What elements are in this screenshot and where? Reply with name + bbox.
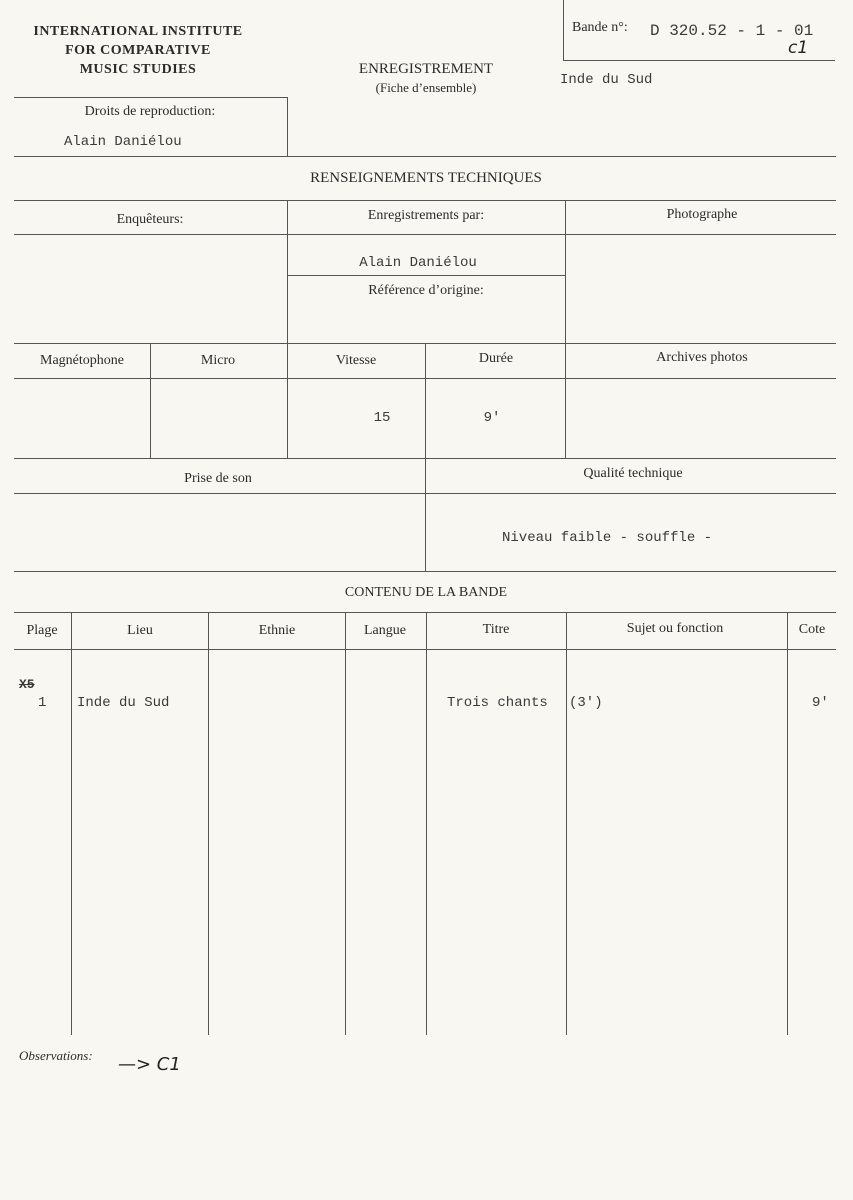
reference-divider xyxy=(287,275,565,276)
micro-label: Micro xyxy=(200,353,236,368)
col-ethnie: Ethnie xyxy=(258,623,296,638)
technique-divider-1 xyxy=(287,200,288,343)
contenu-section-title: CONTENU DE LA BANDE xyxy=(344,585,508,600)
header-bottom-line xyxy=(14,156,836,157)
bande-box-left-border xyxy=(563,0,564,60)
enqueteurs-label: Enquêteurs: xyxy=(116,212,184,227)
technique-top-line xyxy=(14,200,836,201)
institute-line-3: MUSIC STUDIES xyxy=(79,62,197,77)
contenu-divider-3 xyxy=(345,612,346,1035)
row-cote: 9' xyxy=(812,695,829,711)
vitesse-value: 15 xyxy=(373,410,391,426)
observations-label: Observations: xyxy=(19,1048,93,1063)
vitesse-label: Vitesse xyxy=(335,353,377,368)
bande-label: Bande n°: xyxy=(572,20,628,35)
col-langue: Langue xyxy=(364,623,406,638)
contenu-header-line xyxy=(14,649,836,650)
enregistrements-value: Alain Daniélou xyxy=(359,255,477,271)
technique-header-line xyxy=(14,234,836,235)
bande-number: D 320.52 - 1 - 01 xyxy=(650,22,814,40)
duree-value: 9' xyxy=(483,410,501,426)
contenu-divider-6 xyxy=(787,612,788,1035)
contenu-divider-1 xyxy=(71,612,72,1035)
quality-bottom-line xyxy=(14,571,836,572)
qualite-value: Niveau faible - souffle - xyxy=(502,530,713,546)
archives-label: Archives photos xyxy=(656,350,748,365)
row-titre: Trois chants xyxy=(447,695,548,711)
row-crossed-mark: X5 xyxy=(19,677,35,692)
contenu-divider-4 xyxy=(426,612,427,1035)
contenu-divider-2 xyxy=(208,612,209,1035)
equipment-header-line xyxy=(14,378,836,379)
col-sujet: Sujet ou fonction xyxy=(626,621,724,636)
bande-box-bottom-border xyxy=(563,60,835,61)
form-title: ENREGISTREMENT xyxy=(358,61,494,77)
droits-label: Droits de reproduction: xyxy=(84,104,216,119)
observations-value: —> C1 xyxy=(118,1054,181,1075)
photographe-label: Photographe xyxy=(666,207,738,222)
droits-right-border xyxy=(287,97,288,156)
prise-de-son-label: Prise de son xyxy=(184,471,252,486)
bande-handwritten-mark: c1 xyxy=(788,38,809,58)
institute-line-1: INTERNATIONAL INSTITUTE xyxy=(33,24,243,39)
droits-top-border xyxy=(14,97,288,98)
equipment-divider-4 xyxy=(565,343,566,458)
form-subtitle: (Fiche d’ensemble) xyxy=(375,80,477,95)
row-sujet: (3') xyxy=(569,695,603,711)
quality-header-line xyxy=(14,493,836,494)
row-plage: 1 xyxy=(38,695,47,711)
duree-label: Durée xyxy=(478,351,514,366)
reference-label: Référence d’origine: xyxy=(368,283,484,298)
row-lieu: Inde du Sud xyxy=(77,695,170,711)
enregistrements-label: Enregistrements par: xyxy=(367,208,485,223)
qualite-label: Qualité technique xyxy=(583,466,683,481)
quality-divider xyxy=(425,458,426,571)
technique-section-title: RENSEIGNEMENTS TECHNIQUES xyxy=(310,170,542,186)
col-lieu: Lieu xyxy=(127,623,153,638)
col-cote: Cote xyxy=(798,622,826,637)
magnetophone-label: Magnétophone xyxy=(40,353,124,368)
col-titre: Titre xyxy=(482,622,510,637)
col-plage: Plage xyxy=(26,623,58,638)
institute-line-2: FOR COMPARATIVE xyxy=(65,43,211,58)
region-value: Inde du Sud xyxy=(560,72,653,88)
institute-name xyxy=(14,22,262,79)
equipment-divider-1 xyxy=(150,343,151,458)
contenu-top-line xyxy=(14,612,836,613)
technique-divider-2 xyxy=(565,200,566,343)
equipment-divider-2 xyxy=(287,343,288,458)
contenu-divider-5 xyxy=(566,612,567,1035)
equipment-divider-3 xyxy=(425,343,426,458)
droits-value: Alain Daniélou xyxy=(64,134,182,150)
